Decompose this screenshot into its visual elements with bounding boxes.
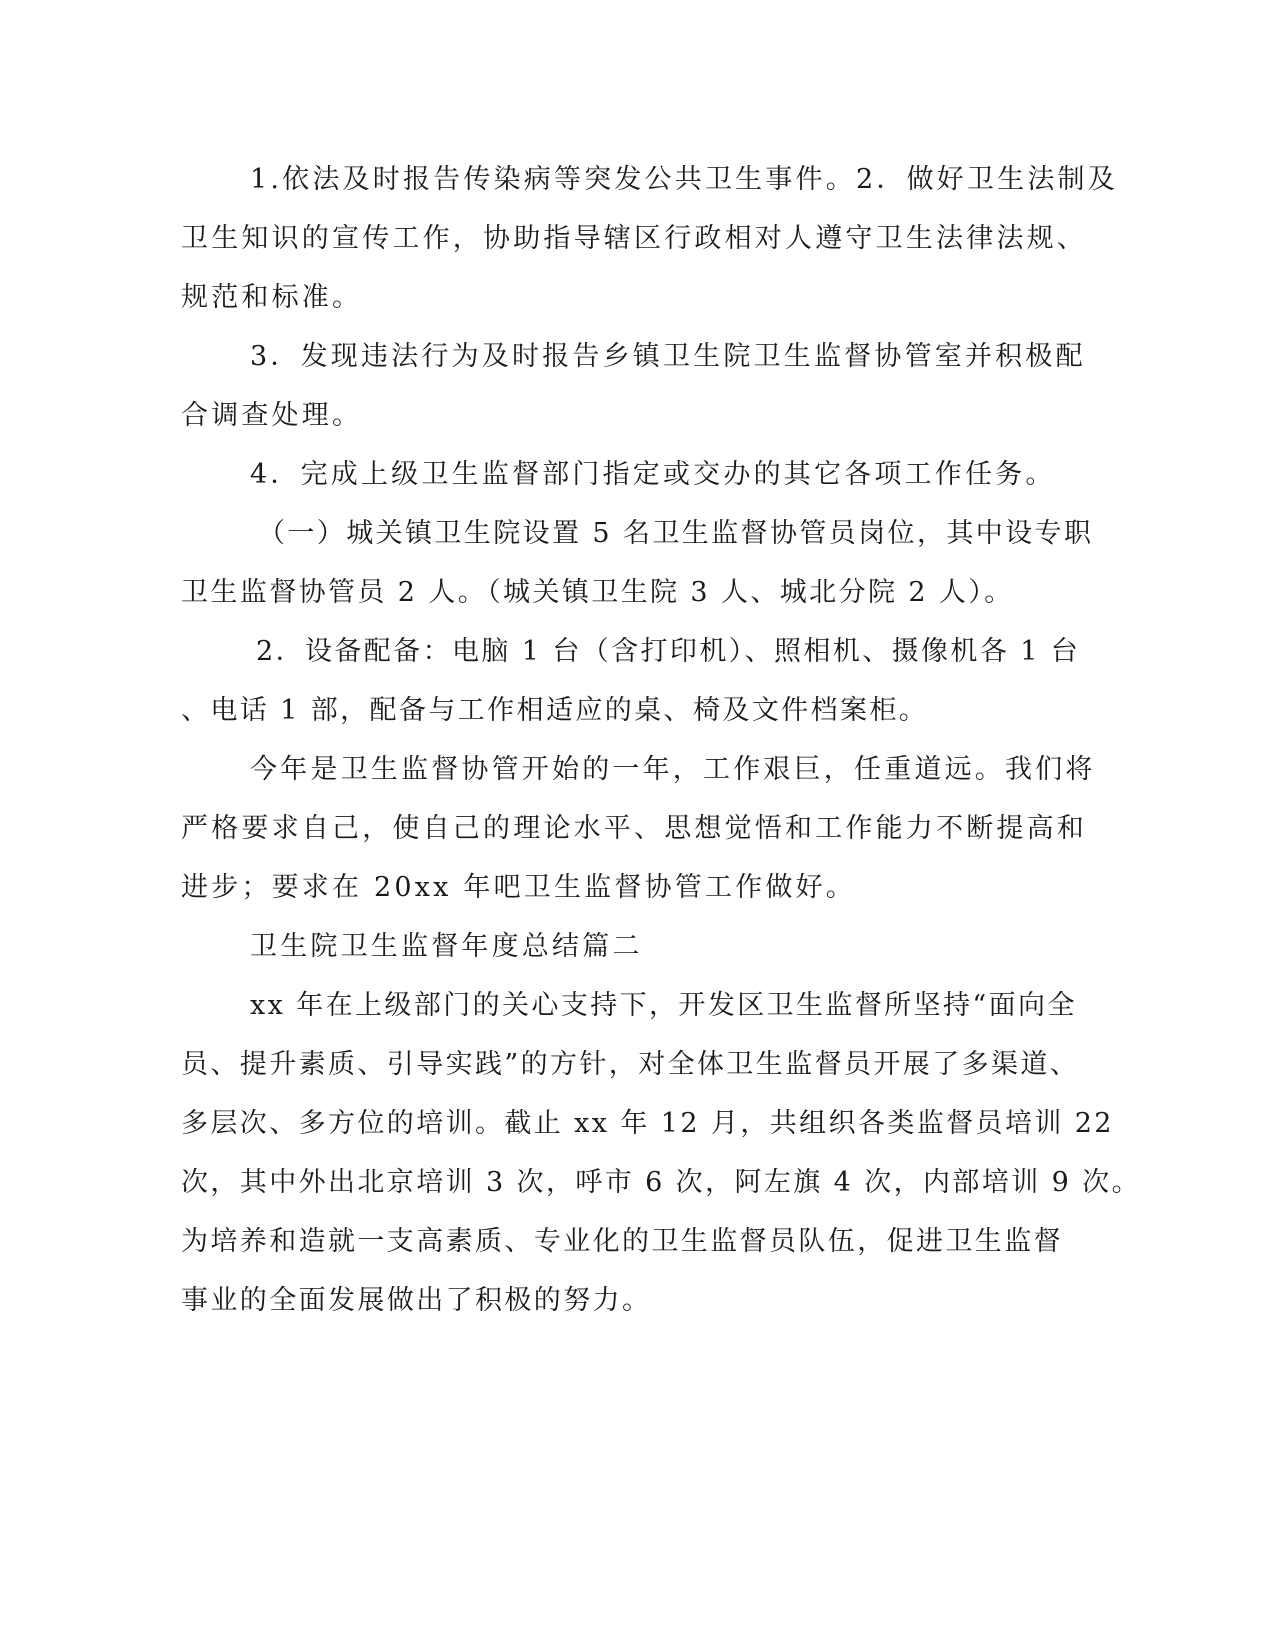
text-line: 多层次、多方位的培训。截止 xx 年 12 月，共组织各类监督员培训 22: [181, 1108, 1114, 1139]
section-title: 卫生院卫生监督年度总结篇二: [250, 931, 643, 962]
text-line: 严格要求自己，使自己的理论水平、思想觉悟和工作能力不断提高和: [181, 813, 1087, 844]
text-line: 1.依法及时报告传染病等突发公共卫生事件。2．做好卫生法制及: [250, 164, 1118, 195]
text-line: 卫生监督协管员 2 人。（城关镇卫生院 3 人、城北分院 2 人）。: [181, 577, 1014, 608]
text-line: 3．发现违法行为及时报告乡镇卫生院卫生监督协管室并积极配: [250, 341, 1086, 372]
text-line: 规范和标准。: [181, 282, 363, 313]
text-line: xx 年在上级部门的关心支持下，开发区卫生监督所坚持“面向全: [250, 990, 1077, 1021]
text-line: 卫生知识的宣传工作，协助指导辖区行政相对人遵守卫生法律法规、: [181, 223, 1087, 254]
text-line: 员、提升素质、引导实践”的方针，对全体卫生监督员开展了多渠道、: [181, 1049, 1080, 1080]
text-line: 4．完成上级卫生监督部门指定或交办的其它各项工作任务。: [250, 459, 1056, 490]
text-line: 合调查处理。: [181, 400, 363, 431]
text-line: 进步；要求在 20xx 年吧卫生监督协管工作做好。: [181, 872, 856, 903]
text-line: 事业的全面发展做出了积极的努力。: [181, 1285, 652, 1316]
text-line: 为培养和造就一支高素质、专业化的卫生监督员队伍，促进卫生监督: [181, 1226, 1063, 1257]
text-line: （一）城关镇卫生院设置 5 名卫生监督协管员岗位，其中设专职: [258, 518, 1094, 549]
text-line: 次，其中外出北京培训 3 次，呼市 6 次，阿左旗 4 次，内部培训 9 次。: [181, 1167, 1141, 1198]
text-line: 2．设备配备：电脑 1 台（含打印机）、照相机、摄像机各 1 台: [256, 636, 1081, 667]
text-line: 、电话 1 部，配备与工作相适应的桌、椅及文件档案柜。: [181, 695, 929, 726]
text-line: 今年是卫生监督协管开始的一年，工作艰巨，任重道远。我们将: [250, 754, 1096, 785]
